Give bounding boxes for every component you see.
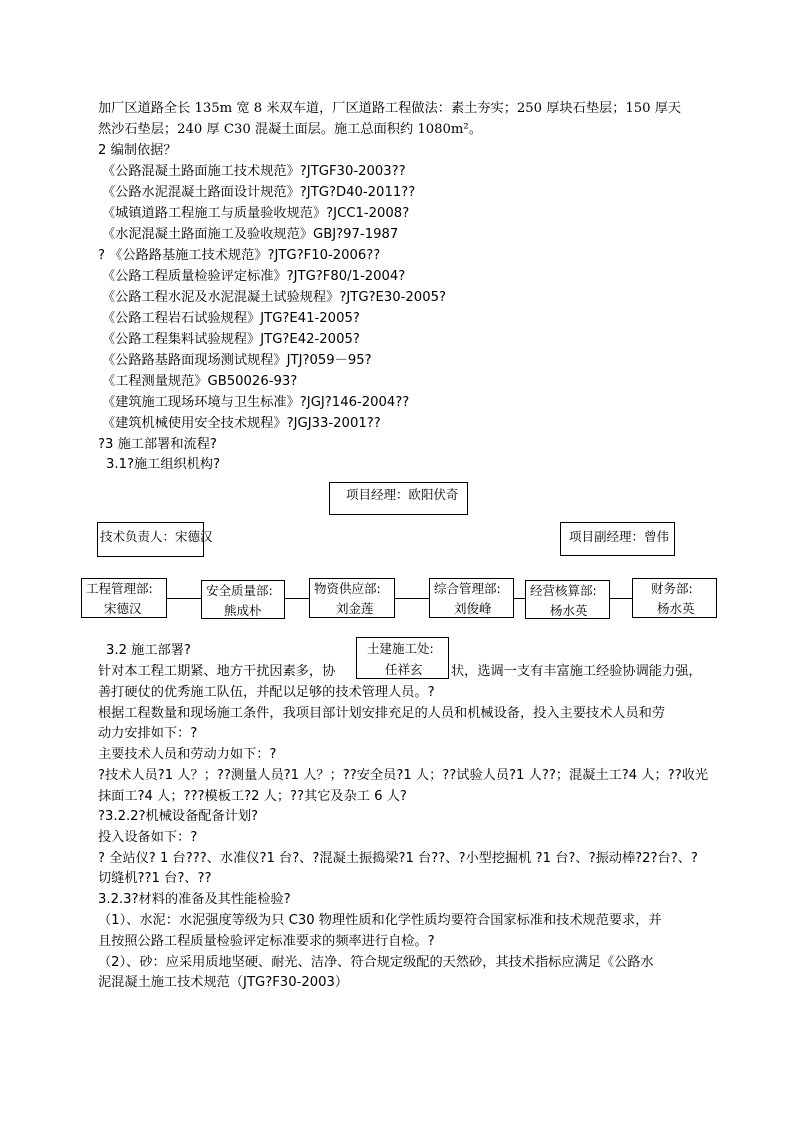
section-3-2-2-heading: ?3.2.2?机械设备配备计划? <box>98 809 259 824</box>
reference-item: 《水泥混凝土路面施工及验收规范》GBJ?97-1987 <box>102 227 399 242</box>
department-title: 财务部: <box>651 581 693 596</box>
paragraph-line: （2）、砂：应采用质地坚硬、耐光、洁净、符合规定级配的天然砂，其技术指标应满足《公路水 <box>98 955 654 970</box>
paragraph-line: ?技术人员?1 人？；??测量人员?1 人？；??安全员?1 人；??试验人员?1 人??；混凝土工?4 人；??收光 <box>98 768 709 783</box>
paragraph-line: 泥混凝土施工技术规范（JTG?F30-2003） <box>98 975 349 990</box>
reference-item: 《公路混凝土路面施工技术规范》?JTGF30-2003?? <box>102 164 406 179</box>
reference-item: 《公路水泥混凝土路面设计规范》?JTG?D40-2011?? <box>102 185 416 200</box>
section-3-2-3-heading: 3.2.3?材料的准备及其性能检验? <box>98 892 291 907</box>
tech-lead-box <box>97 522 213 557</box>
paragraph-line: 状，选调一支有丰富施工经验协调能力强， <box>451 664 702 679</box>
reference-item: 《工程测量规范》GB50026-93? <box>102 374 298 389</box>
department-box-engineering <box>81 578 167 618</box>
department-box-safety-quality <box>201 580 285 619</box>
department-head: 熊成朴 <box>224 603 262 618</box>
department-head: 杨水英 <box>657 601 695 616</box>
department-box-general-management <box>429 578 514 618</box>
project-manager-box <box>329 482 468 515</box>
department-head: 杨水英 <box>550 603 588 618</box>
paragraph-line: 且按照公路工程质量检验评定标准要求的频率进行自检。? <box>98 934 435 949</box>
paragraph-line: 投入设备如下：? <box>98 830 198 845</box>
paragraph-line: （1）、水泥：水泥强度等级为只 C30 物理性质和化学性质均要符合国家标准和技术规范要求，并 <box>98 913 662 928</box>
civil-construction-box <box>356 637 449 679</box>
reference-item: 《建筑机械使用安全技术规程》?JGJ33-2001?? <box>102 416 381 431</box>
paragraph-line: ? 全站仪? 1 台???、水准仪?1 台?、?混凝土振捣梁?1 台??、?小型挖掘机 ?1 台?、?振动棒?2?台?、? <box>98 851 698 866</box>
reference-item: 《公路工程水泥及水泥混凝土试验规程》?JTG?E30-2005? <box>102 290 446 305</box>
department-box-finance <box>632 578 717 618</box>
paragraph-line: 善打硬仗的优秀施工队伍，并配以足够的技术管理人员。? <box>98 685 435 700</box>
department-box-supply <box>309 578 395 618</box>
department-title: 综合管理部: <box>434 581 501 596</box>
deputy-manager-box <box>560 522 675 556</box>
department-head: 宋德汉 <box>104 601 142 616</box>
intro-line-1: 加厂区道路全长 135m 宽 8 米双车道，厂区道路工程做法：素土夯实；250 厚块石垫层；150 厚天 <box>98 101 682 116</box>
deputy-manager-label: 项目副经理：曾伟 <box>569 529 670 544</box>
civil-construction-head: 任祥玄 <box>385 662 423 677</box>
section-3-1-heading: 3.1?施工组织机构? <box>106 457 221 472</box>
department-title: 经营核算部: <box>530 583 597 598</box>
reference-item: 《城镇道路工程施工与质量验收规范》?JCC1-2008? <box>102 206 410 221</box>
department-box-accounting <box>525 580 610 619</box>
department-title: 安全质量部: <box>206 583 273 598</box>
paragraph-line: 动力安排如下：? <box>98 726 198 741</box>
reference-item: 《公路工程集料试验规程》JTG?E42-2005? <box>102 332 360 347</box>
reference-item: 《公路工程岩石试验规程》JTG?E41-2005? <box>102 311 360 326</box>
paragraph-line: 切缝机??1 台?、?? <box>98 871 212 886</box>
department-title: 物资供应部: <box>314 581 381 596</box>
tech-lead-label: 技术负责人：宋德汉 <box>100 529 213 544</box>
reference-item: 《公路路基路面现场测试规程》JTJ?059－95? <box>102 353 372 368</box>
intro-line-2: 然沙石垫层；240 厚 C30 混凝土面层。施工总面积约 1080m²。 <box>98 122 482 137</box>
department-head: 刘金莲 <box>336 601 374 616</box>
civil-construction-title: 土建施工处: <box>367 641 434 656</box>
paragraph-line: 针对本工程工期紧、地方干扰因素多，协 <box>98 664 336 679</box>
department-head: 刘俊峰 <box>454 601 492 616</box>
section-3-heading: ?3 施工部署和流程? <box>98 437 217 452</box>
reference-item: ? 《公路路基施工技术规范》?JTG?F10-2006?? <box>98 248 381 263</box>
department-title: 工程管理部: <box>86 581 153 596</box>
paragraph-line: 主要技术人员和劳动力如下：? <box>98 747 277 762</box>
section-3-2-heading: 3.2 施工部署? <box>106 643 191 658</box>
paragraph-line: 根据工程数量和现场施工条件，我项目部计划安排充足的人员和机械设备，投入主要技术人员和劳 <box>98 706 666 721</box>
project-manager-label: 项目经理：欧阳伏奇 <box>346 487 459 502</box>
section-2-heading: 2 编制依据？ <box>98 143 177 158</box>
reference-item: 《建筑施工现场环境与卫生标准》?JGJ?146-2004?? <box>102 395 410 410</box>
reference-item: 《公路工程质量检验评定标准》?JTG?F80/1-2004? <box>102 269 406 284</box>
paragraph-line: 抹面工?4 人；???模板工?2 人；??其它及杂工 6 人? <box>98 789 407 804</box>
